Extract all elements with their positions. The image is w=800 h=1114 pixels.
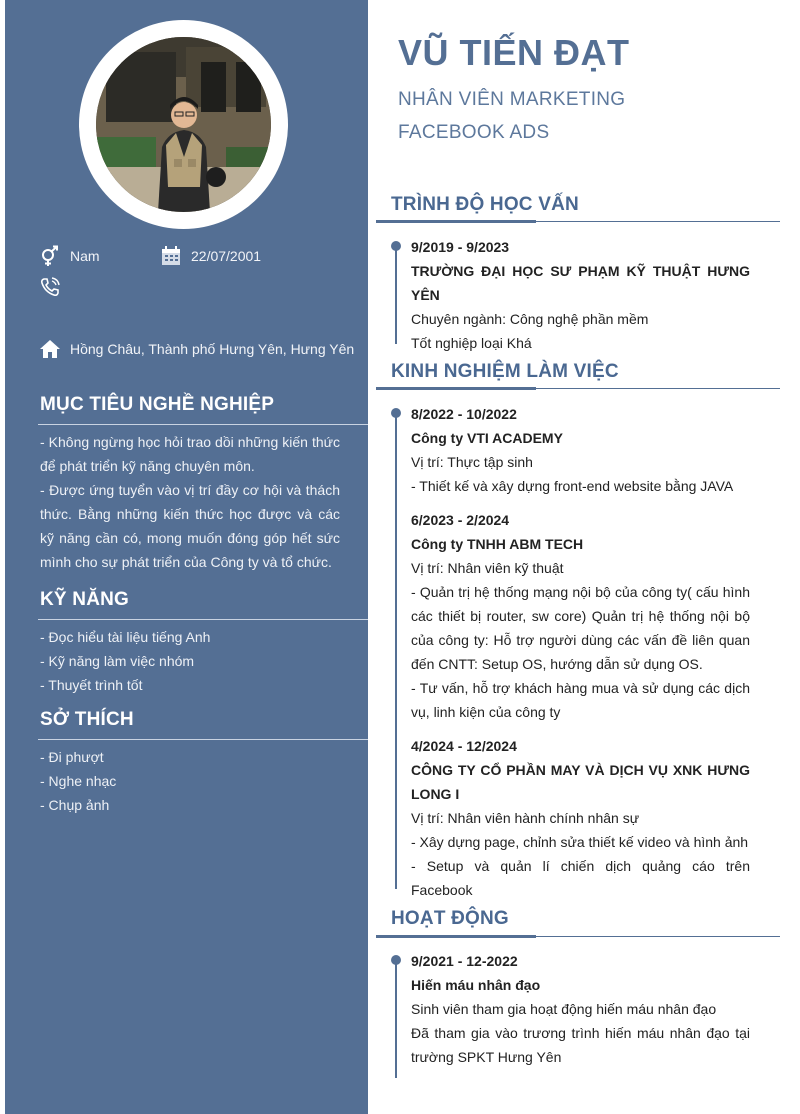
entry-detail: Đã tham gia vào trương trình hiến máu nhân đạo tại trường SPKT Hưng Yên <box>411 1025 750 1065</box>
job-title-line1: NHÂN VIÊN MARKETING <box>398 89 626 110</box>
activities-timeline <box>395 956 397 1078</box>
timeline-dot <box>391 955 401 965</box>
gender-icon <box>39 245 61 267</box>
entry-detail: - Quản trị hệ thống mạng nội bộ của công ty( cấu hình các thiết bị router, sw core) Quản trị hệ thống nội bộ của công ty: Hỗ trợ người dùng các vấn đề liên quan đến CNTT: Setup OS, hướng dẫn sử dụng OS. <box>411 584 750 672</box>
entry-organization: Công ty TNHH ABM TECH <box>411 536 584 552</box>
entry-date: 9/2021 - 12-2022 <box>411 953 518 969</box>
activities-title: HOẠT ĐỘNG <box>391 908 509 929</box>
objective-title: MỤC TIÊU NGHỀ NGHIỆP <box>40 394 275 415</box>
avatar-photo <box>96 37 271 212</box>
candidate-name: VŨ TIẾN ĐẠT <box>398 32 630 73</box>
entry-detail: Vị trí: Nhân viên kỹ thuật <box>411 560 564 576</box>
birthdate-value: 22/07/2001 <box>191 248 262 264</box>
hobbies-title: SỞ THÍCH <box>40 709 134 730</box>
address-value: Hồng Châu, Thành phố Hưng Yên, Hưng Yên <box>70 341 355 357</box>
entry-detail: Vị trí: Nhân viên hành chính nhân sự <box>411 810 640 826</box>
hobby-item: - Đi phượt <box>40 749 104 765</box>
home-icon <box>39 338 61 360</box>
hobby-item: - Chụp ảnh <box>40 797 110 813</box>
activities-divider-accent <box>376 935 536 938</box>
skill-item: - Kỹ năng làm việc nhóm <box>40 653 195 669</box>
objective-divider <box>38 424 368 425</box>
timeline-dot <box>391 241 401 251</box>
gender-value: Nam <box>70 248 100 264</box>
entry-organization: TRƯỜNG ĐẠI HỌC SƯ PHẠM KỸ THUẬT HƯNG YÊN <box>411 263 750 303</box>
hobbies-list <box>40 745 340 817</box>
entry-detail: Sinh viên tham gia hoạt động hiến máu nhân đạo <box>411 1001 717 1017</box>
calendar-icon <box>160 245 182 267</box>
entry-date: 6/2023 - 2/2024 <box>411 512 510 528</box>
skills-list <box>40 625 340 697</box>
entry-detail: - Thiết kế và xây dựng front-end website bằng JAVA <box>411 478 734 494</box>
experience-entry <box>411 734 750 902</box>
entry-organization: CÔNG TY CỔ PHẦN MAY VÀ DỊCH VỤ XNK HƯNG LONG I <box>411 762 750 802</box>
job-title-line2: FACEBOOK ADS <box>398 122 550 143</box>
experience-timeline <box>395 409 397 889</box>
timeline-dot <box>391 408 401 418</box>
entry-organization: Hiến máu nhân đạo <box>411 977 541 993</box>
entry-detail: - Setup và quản lí chiến dịch quảng cáo trên Facebook <box>411 858 750 898</box>
entry-date: 9/2019 - 9/2023 <box>411 239 510 255</box>
gender-row <box>39 245 100 267</box>
address-row <box>39 338 354 360</box>
entry-date: 8/2022 - 10/2022 <box>411 406 517 422</box>
education-title: TRÌNH ĐỘ HỌC VẤN <box>391 194 579 215</box>
skill-item: - Đọc hiểu tài liệu tiếng Anh <box>40 629 211 645</box>
hobbies-divider <box>38 739 368 740</box>
education-timeline <box>395 242 397 344</box>
experience-entry <box>411 402 750 498</box>
phone-row <box>39 276 70 298</box>
entry-detail: Chuyên ngành: Công nghệ phần mềm <box>411 311 649 327</box>
entry-detail: Tốt nghiệp loại Khá <box>411 335 532 351</box>
sidebar <box>5 0 368 1114</box>
activity-entry <box>411 949 750 1069</box>
hobby-item: - Nghe nhạc <box>40 773 117 789</box>
phone-icon <box>39 276 61 298</box>
objective-text: - Không ngừng học hỏi trao dồi những kiến thức để phát triển kỹ năng chuyên môn. - Được ứng tuyển vào vị trí đầy cơ hội và thách thức. Bằng những kiến thức học được và các kỹ năng cần có, mong muốn đóng góp hết sức mình cho sự phát triển của Công ty và tổ chức. <box>40 434 340 570</box>
entry-detail: - Xây dựng page, chỉnh sửa thiết kế video và hình ảnh <box>411 834 749 850</box>
avatar-frame <box>79 20 288 229</box>
birthdate-row <box>160 245 261 267</box>
entry-organization: Công ty VTI ACADEMY <box>411 430 563 446</box>
experience-title: KINH NGHIỆM LÀM VIỆC <box>391 361 619 382</box>
entry-detail: Vị trí: Thực tập sinh <box>411 454 533 470</box>
skill-item: - Thuyết trình tốt <box>40 677 143 693</box>
skills-divider <box>38 619 368 620</box>
entry-detail: - Tư vấn, hỗ trợ khách hàng mua và sử dụng các dịch vụ, linh kiện của công ty <box>411 680 750 720</box>
education-entry <box>411 235 750 355</box>
skills-title: KỸ NĂNG <box>40 589 130 610</box>
experience-divider-accent <box>376 387 536 390</box>
education-divider-accent <box>376 220 536 223</box>
experience-entry <box>411 508 750 724</box>
entry-date: 4/2024 - 12/2024 <box>411 738 517 754</box>
avatar <box>96 37 271 212</box>
